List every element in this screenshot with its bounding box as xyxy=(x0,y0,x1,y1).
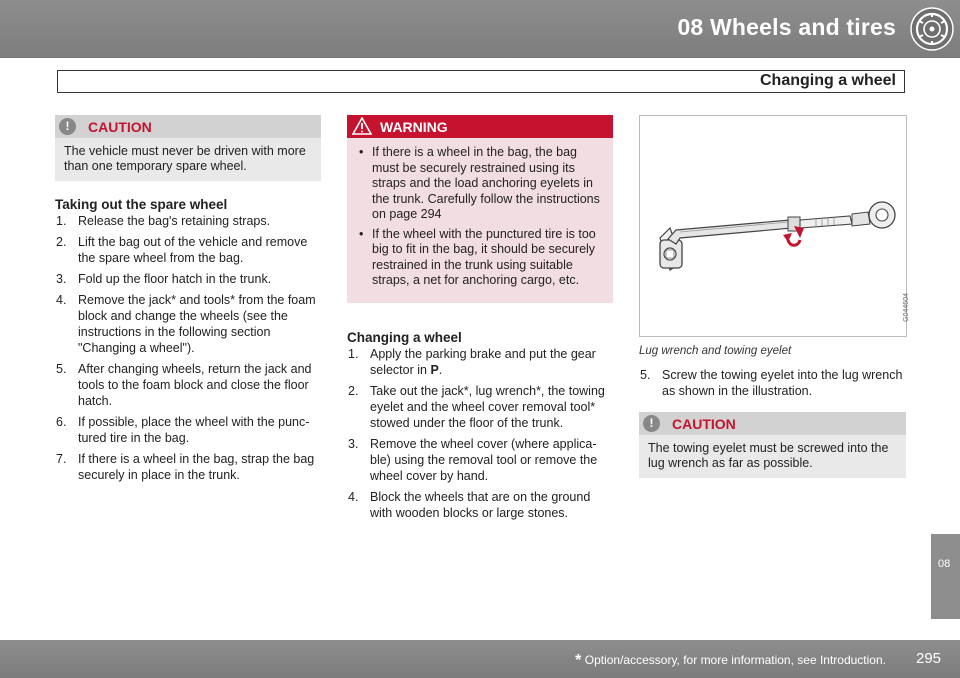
column-middle xyxy=(347,115,613,526)
step-text: Lift the bag out of the vehicle and remove the spare wheel from the bag. xyxy=(78,235,308,265)
step5-list xyxy=(639,367,906,399)
step-number: 5. xyxy=(56,362,67,376)
tire-icon xyxy=(910,7,954,51)
exclamation-icon: ! xyxy=(59,118,76,135)
caution-header xyxy=(55,115,321,138)
changing-steps-list-rest xyxy=(347,383,613,521)
warning-label: WARNING xyxy=(380,119,448,135)
list-item xyxy=(347,346,613,378)
caution-text: The vehicle must never be driven with more than one temporary spare wheel. xyxy=(64,144,306,173)
caution-box xyxy=(55,115,321,181)
column-right xyxy=(639,115,910,478)
step-text: If possible, place the wheel with the punc-tured tire in the bag. xyxy=(78,415,310,445)
changing-steps-list xyxy=(347,346,613,378)
step-number: 5. xyxy=(640,368,651,382)
step-text: Remove the wheel cover (where applica-ble) using the removal tool or remove the wheel cover by hand. xyxy=(370,436,598,483)
list-item xyxy=(55,361,321,409)
gear-position: P xyxy=(430,362,439,377)
list-item xyxy=(55,451,321,483)
caution-header xyxy=(639,412,906,435)
step-text: Apply the parking brake and put the gear selector in xyxy=(370,346,596,377)
step-text: Release the bag's retaining straps. xyxy=(78,214,271,228)
step-number: 1. xyxy=(56,214,67,228)
step-number: 4. xyxy=(348,489,359,504)
step-number: 3. xyxy=(56,272,67,286)
list-item xyxy=(55,213,321,229)
chapter-side-tab xyxy=(931,534,960,619)
footer-note xyxy=(575,652,886,670)
step-text-end: . xyxy=(438,362,443,377)
step-number: 1. xyxy=(348,346,359,361)
list-item xyxy=(55,234,321,266)
list-item xyxy=(347,489,613,521)
step-text: If there is a wheel in the bag, strap the bag securely in place in the trunk. xyxy=(78,452,315,482)
column-left xyxy=(55,115,321,488)
step-number: 3. xyxy=(348,436,359,451)
warning-header xyxy=(347,115,613,138)
step-text: Block the wheels that are on the ground with wooden blocks or large stones. xyxy=(370,489,591,520)
step-number: 7. xyxy=(56,452,67,466)
list-item xyxy=(347,383,613,431)
exclamation-icon: ! xyxy=(643,415,660,432)
footnote-text: Option/accessory, for more information, see Introduction. xyxy=(581,653,886,667)
section-title: Changing a wheel xyxy=(759,72,896,89)
list-item: • If there is a wheel in the bag, the bag must be securely restrained using its straps and the load anchoring eyelets in the trunk. Carefully follow the instructions on page 294 xyxy=(356,145,605,223)
warning-list xyxy=(356,145,605,289)
list-item xyxy=(55,292,321,356)
step-text: Remove the jack* and tools* from the foam block and change the wheels (see the instructions in the following section "Changing a wheel"). xyxy=(78,293,316,355)
list-item xyxy=(347,436,613,484)
chapter-title: 08 Wheels and tires xyxy=(677,14,896,40)
figure-code: G044604 xyxy=(903,293,910,322)
list-item xyxy=(55,414,321,446)
footnote-star: * xyxy=(575,652,582,669)
changing-heading: Changing a wheel xyxy=(347,329,462,345)
page-number: 295 xyxy=(916,650,942,667)
step-text: Take out the jack*, lug wrench*, the towing eyelet and the wheel cover removal tool* stowed under the floor of the trunk. xyxy=(370,383,605,430)
warning-triangle-icon xyxy=(352,117,372,135)
caution-box-2 xyxy=(639,412,906,478)
step-number: 6. xyxy=(56,415,67,429)
lug-wrench-figure xyxy=(639,115,910,337)
caution-label: CAUTION xyxy=(672,416,736,432)
list-item: • If the wheel with the punctured tire is too big to fit in the bag, it should be securely restrained in the trunk using suitable straps, a net for anchoring cargo, etc. xyxy=(356,227,605,289)
step-number: 4. xyxy=(56,293,67,307)
lug-wrench-illustration xyxy=(640,116,906,336)
side-tab-label: 08 xyxy=(938,558,951,570)
list-item xyxy=(639,367,906,399)
step-text: Screw the towing eyelet into the lug wrench as shown in the illustration. xyxy=(662,368,903,398)
step-number: 2. xyxy=(56,235,67,249)
figure-caption: Lug wrench and towing eyelet xyxy=(639,345,792,357)
step-text: Fold up the floor hatch in the trunk. xyxy=(78,272,272,286)
section-bar xyxy=(57,70,905,93)
caution-label: CAUTION xyxy=(88,119,152,135)
spare-steps-list xyxy=(55,213,321,483)
step-text: After changing wheels, return the jack and tools to the foam block and close the floor hatch. xyxy=(78,362,312,408)
step-number: 2. xyxy=(348,383,359,398)
page-footer xyxy=(0,640,960,678)
spare-heading: Taking out the spare wheel xyxy=(55,197,228,212)
warning-box xyxy=(347,115,613,303)
chapter-header xyxy=(0,0,960,58)
caution-text: The towing eyelet must be screwed into the lug wrench as far as possible. xyxy=(648,441,889,470)
list-item xyxy=(55,271,321,287)
